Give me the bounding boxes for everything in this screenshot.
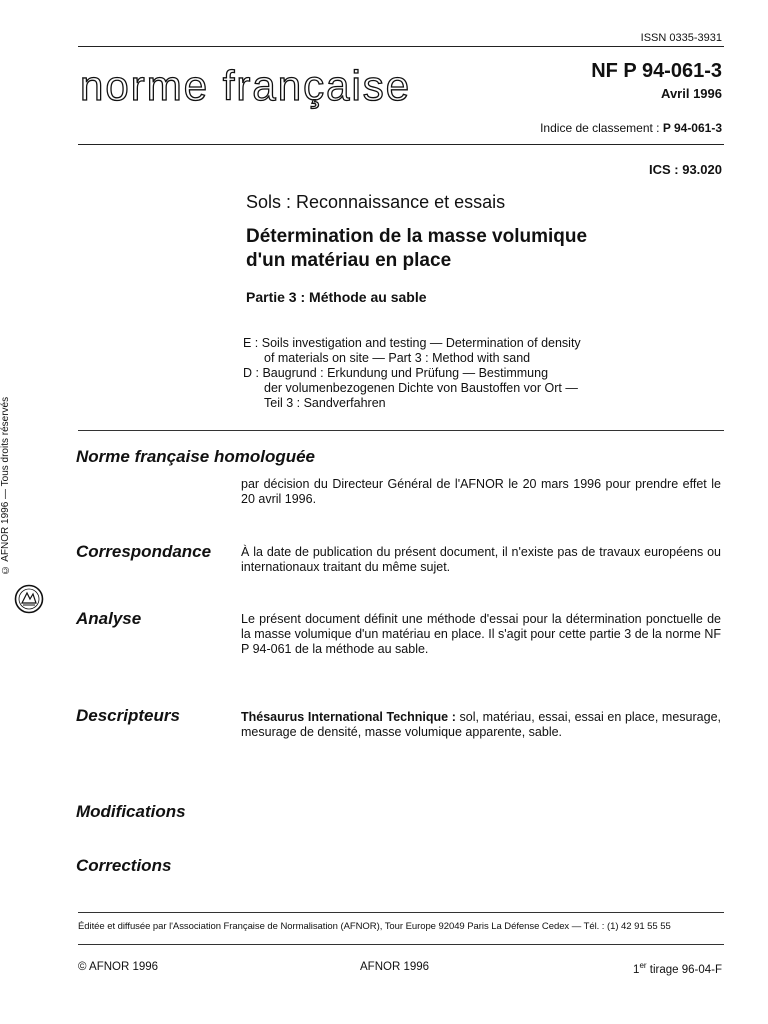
brand-title: norme française — [80, 62, 412, 109]
footer-tirage — [633, 961, 722, 976]
publication-date: Avril 1996 — [661, 86, 722, 101]
ics-code: ICS : 93.020 — [649, 162, 722, 177]
header-top-rule — [78, 46, 724, 47]
german-title-line-2: der volumenbezogenen Dichte von Baustoffen vor Ort — — [264, 381, 578, 395]
classification-label: Indice de classement : — [540, 121, 660, 135]
document-domain: Sols : Reconnaissance et essais — [246, 192, 506, 212]
descripteurs-heading: Descripteurs — [76, 706, 180, 725]
header-bottom-rule — [78, 144, 724, 145]
modifications-heading: Modifications — [76, 802, 186, 821]
corrections-heading: Corrections — [76, 856, 172, 875]
copyright-vertical: © AFNOR 1996 — Tous droits réservés — [0, 396, 11, 575]
german-title-line-1: D : Baugrund : Erkundung und Prüfung — Bestimmung — [243, 366, 549, 380]
english-title-line-1: E : Soils investigation and testing — Determination of density — [243, 336, 581, 350]
section-divider — [78, 430, 724, 431]
document-title-line-2: d'un matériau en place — [246, 250, 452, 271]
publisher-info: Éditée et diffusée par l'Association Française de Normalisation (AFNOR), Tour Europe 92049 Paris La Défense Cedex — Tél. : (1) 42 91 55 55 — [78, 921, 671, 932]
german-title — [243, 366, 578, 411]
analyse-heading: Analyse — [76, 609, 142, 628]
footer-copyright: © AFNOR 1996 — [78, 961, 159, 973]
tirage-code: tirage 96-04-F — [646, 963, 722, 976]
homologation-text: par décision du Directeur Général de l'AFNOR le 20 mars 1996 pour prendre effet le 20 avril 1996. — [241, 477, 721, 506]
issn-number: ISSN 0335-3931 — [640, 32, 722, 44]
document-part: Partie 3 : Méthode au sable — [246, 289, 427, 305]
tirage-number: 1 — [633, 963, 640, 976]
tirage-superscript: er — [639, 961, 647, 970]
correspondance-heading: Correspondance — [76, 542, 212, 561]
afnor-seal-icon — [14, 584, 44, 614]
german-title-line-3: Teil 3 : Sandverfahren — [264, 396, 386, 410]
footer-center: AFNOR 1996 — [360, 961, 430, 973]
english-title-line-2: of materials on site — Part 3 : Method with sand — [264, 351, 531, 365]
classification-index — [540, 121, 722, 135]
correspondance-text: À la date de publication du présent document, il n'existe pas de travaux européens ou internationaux traitant du même sujet. — [241, 545, 721, 574]
document-title-line-1: Détermination de la masse volumique — [246, 226, 588, 247]
footer-top-rule — [78, 912, 724, 913]
descripteurs-label: Thésaurus International Technique : — [241, 710, 456, 724]
descripteurs-keywords: sol, matériau, essai, essai en place, mesurage, mesurage de densité, masse volumique apparente, sable. — [241, 710, 721, 739]
classification-value: P 94-061-3 — [662, 121, 722, 135]
descripteurs-text — [241, 710, 721, 740]
english-title — [243, 336, 581, 366]
analyse-text: Le présent document définit une méthode d'essai pour la détermination ponctuelle de la masse volumique d'un matériau en place. Il s'agit pour cette partie 3 de la norme NF P 94-061 de la méthode au sable. — [241, 612, 721, 656]
document-title — [246, 225, 716, 273]
standard-reference: NF P 94-061-3 — [591, 60, 722, 82]
homologation-heading: Norme française homologuée — [76, 447, 316, 466]
footer-bottom-rule — [78, 944, 724, 945]
